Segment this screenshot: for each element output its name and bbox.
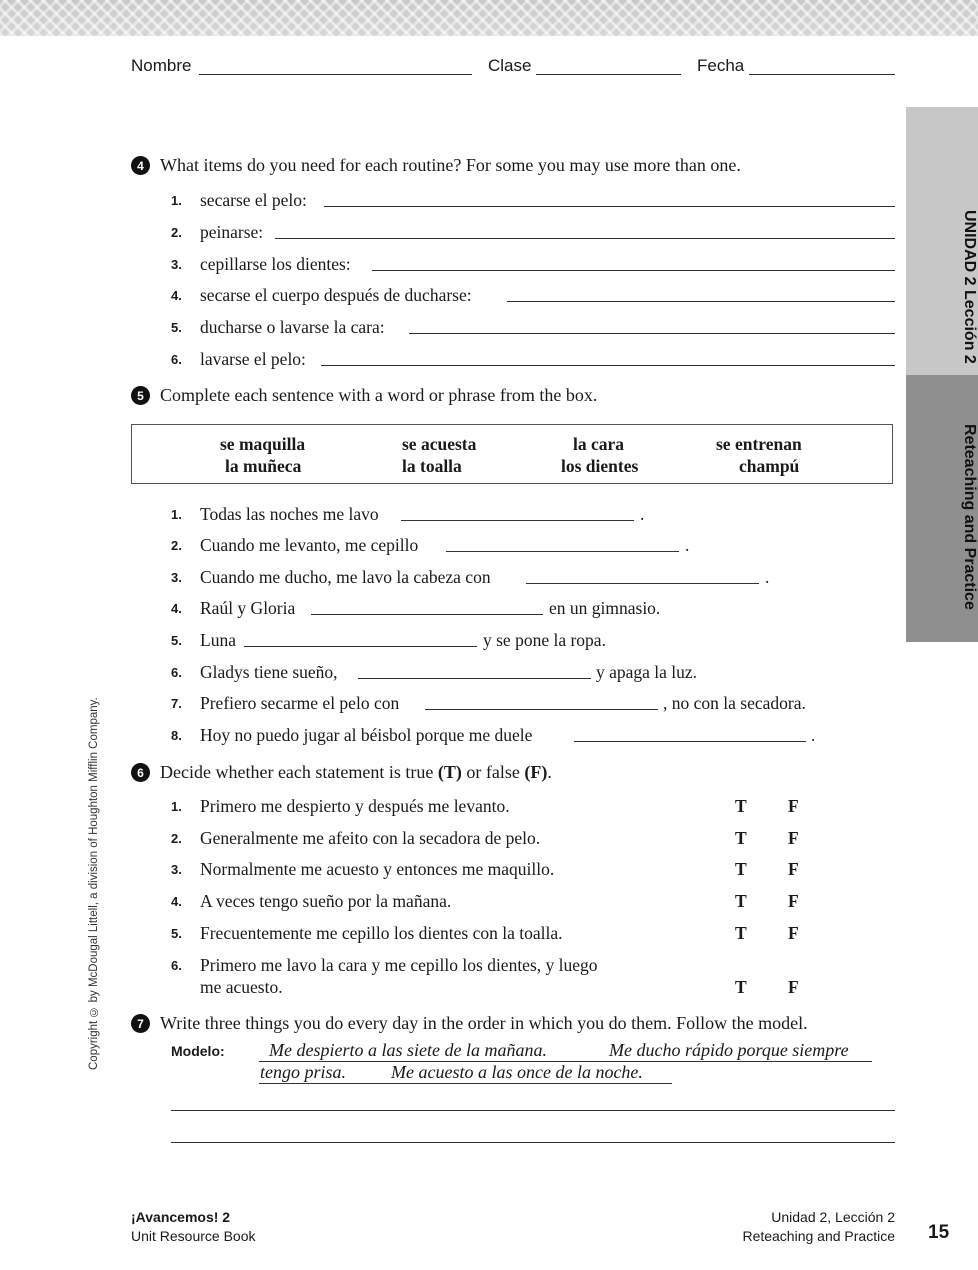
book-subtitle: Unit Resource Book bbox=[131, 1228, 256, 1244]
item-text: Raúl y Gloria bbox=[200, 598, 296, 618]
section-6-heading bbox=[131, 762, 552, 783]
s4-item bbox=[171, 317, 895, 341]
s5-item bbox=[171, 662, 731, 686]
true-option[interactable]: T bbox=[735, 891, 747, 911]
item-number: 3. bbox=[171, 862, 182, 877]
item-text: Cuando me ducho, me lavo la cabeza con bbox=[200, 567, 491, 587]
item-text-after: y se pone la ropa. bbox=[483, 630, 606, 650]
modelo-label: Modelo: bbox=[171, 1043, 225, 1059]
item-text: Gladys tiene sueño, bbox=[200, 662, 338, 682]
answer-blank[interactable] bbox=[425, 709, 658, 710]
item-number: 6. bbox=[171, 352, 182, 367]
item-text: Primero me lavo la cara y me cepillo los dientes, y luego bbox=[200, 955, 598, 975]
item-text: peinarse: bbox=[200, 222, 264, 242]
s4-item bbox=[171, 190, 895, 214]
answer-blank[interactable] bbox=[244, 646, 477, 647]
item-number: 3. bbox=[171, 570, 182, 585]
modelo-sentence: tengo prisa. bbox=[260, 1062, 347, 1082]
item-text: secarse el pelo: bbox=[200, 190, 307, 210]
item-number: 5. bbox=[171, 320, 182, 335]
s6-item bbox=[171, 859, 831, 883]
item-number: 1. bbox=[171, 507, 182, 522]
section-5-instruction: Complete each sentence with a word or phrase from the box. bbox=[160, 385, 598, 405]
item-number: 4. bbox=[171, 288, 182, 303]
answer-blank[interactable] bbox=[446, 551, 679, 552]
side-tab-unit-text: UNIDAD 2 Lección 2 bbox=[961, 210, 978, 364]
item-text-after: . bbox=[640, 504, 645, 524]
item-text: Generalmente me afeito con la secadora de pelo. bbox=[200, 828, 541, 848]
section-5-number: 5 bbox=[131, 386, 150, 405]
item-number: 6. bbox=[171, 958, 182, 973]
fecha-field[interactable] bbox=[749, 74, 895, 75]
item-text: cepillarse los dientes: bbox=[200, 254, 351, 274]
modelo-underline bbox=[259, 1083, 672, 1084]
word-box-item: se maquilla bbox=[220, 434, 306, 454]
clase-field[interactable] bbox=[536, 74, 681, 75]
item-number: 5. bbox=[171, 926, 182, 941]
item-text-after: , no con la secadora. bbox=[663, 693, 806, 713]
book-title: ¡Avancemos! 2 bbox=[131, 1209, 231, 1225]
section-6-number: 6 bbox=[131, 763, 150, 782]
item-number: 4. bbox=[171, 601, 182, 616]
word-box-item: la cara bbox=[573, 434, 625, 454]
s6-item bbox=[171, 955, 831, 1001]
true-option[interactable]: T bbox=[735, 923, 747, 943]
s6-item bbox=[171, 828, 831, 852]
s5-item bbox=[171, 535, 711, 559]
answer-blank[interactable] bbox=[311, 614, 543, 615]
item-number: 1. bbox=[171, 193, 182, 208]
section-5-heading bbox=[131, 385, 597, 406]
false-option[interactable]: F bbox=[788, 828, 799, 848]
answer-blank[interactable] bbox=[372, 270, 895, 271]
section-7-heading bbox=[131, 1013, 808, 1034]
section-4-heading bbox=[131, 155, 741, 176]
footer-book bbox=[131, 1208, 256, 1246]
item-text-continued: me acuesto. bbox=[200, 977, 283, 997]
nombre-field[interactable] bbox=[199, 74, 472, 75]
page-number: 15 bbox=[928, 1222, 950, 1243]
s6-item bbox=[171, 796, 831, 820]
s4-item bbox=[171, 254, 895, 278]
item-text: Frecuentemente me cepillo los dientes con la toalla. bbox=[200, 923, 563, 943]
modelo-sentence: Me acuesto a las once de la noche. bbox=[391, 1062, 643, 1082]
s4-item bbox=[171, 349, 895, 373]
word-box-item: la toalla bbox=[402, 456, 462, 476]
answer-blank[interactable] bbox=[324, 206, 895, 207]
header-fields bbox=[131, 56, 895, 80]
side-tab-section-text: Reteaching and Practice bbox=[961, 423, 978, 610]
item-text-after: en un gimnasio. bbox=[549, 598, 661, 618]
item-number: 2. bbox=[171, 538, 182, 553]
section-4-instruction: What items do you need for each routine? For some you may use more than one. bbox=[160, 155, 741, 175]
item-text-after: . bbox=[685, 535, 690, 555]
item-text-after: . bbox=[765, 567, 770, 587]
s5-item bbox=[171, 567, 791, 591]
false-label: (F) bbox=[524, 762, 548, 782]
fecha-label: Fecha bbox=[697, 56, 745, 75]
answer-blank[interactable] bbox=[574, 741, 806, 742]
answer-line[interactable] bbox=[171, 1110, 895, 1111]
word-box-item: la muñeca bbox=[225, 456, 302, 476]
item-text: A veces tengo sueño por la mañana. bbox=[200, 891, 452, 911]
item-text: Luna bbox=[200, 630, 236, 650]
true-option[interactable]: T bbox=[735, 828, 747, 848]
item-number: 6. bbox=[171, 665, 182, 680]
s5-item bbox=[171, 693, 831, 717]
s4-item bbox=[171, 285, 895, 309]
answer-blank[interactable] bbox=[401, 520, 634, 521]
true-option[interactable]: T bbox=[735, 859, 747, 879]
item-number: 2. bbox=[171, 225, 182, 240]
s6-item bbox=[171, 891, 831, 915]
item-text: Primero me despierto y después me levanto. bbox=[200, 796, 510, 816]
item-text: Normalmente me acuesto y entonces me maquillo. bbox=[200, 859, 555, 879]
footer-unit-label: Unidad 2, Lección 2 bbox=[771, 1209, 895, 1225]
word-box-item: se acuesta bbox=[402, 434, 477, 454]
item-number: 4. bbox=[171, 894, 182, 909]
section-7-number: 7 bbox=[131, 1014, 150, 1033]
false-option[interactable]: F bbox=[788, 891, 799, 911]
s6-item bbox=[171, 923, 831, 947]
word-box-item: champú bbox=[739, 456, 800, 476]
answer-blank[interactable] bbox=[526, 583, 759, 584]
true-option[interactable]: T bbox=[735, 796, 747, 816]
item-text: ducharse o lavarse la cara: bbox=[200, 317, 385, 337]
item-number: 7. bbox=[171, 696, 182, 711]
answer-blank[interactable] bbox=[507, 301, 895, 302]
item-text-after: y apaga la luz. bbox=[596, 662, 698, 682]
answer-blank[interactable] bbox=[275, 238, 895, 239]
item-number: 5. bbox=[171, 633, 182, 648]
modelo-sentence: Me despierto a las siete de la mañana. bbox=[269, 1040, 547, 1060]
s5-item bbox=[171, 504, 671, 528]
clase-label: Clase bbox=[488, 56, 532, 75]
item-text: Hoy no puedo jugar al béisbol porque me duele bbox=[200, 725, 533, 745]
item-text-after: . bbox=[811, 725, 816, 745]
s5-item bbox=[171, 630, 631, 654]
copyright-notice: Copyright © by McDougal Littell, a division of Houghton Mifflin Company. bbox=[88, 697, 100, 1071]
nombre-label: Nombre bbox=[131, 56, 192, 75]
item-number: 2. bbox=[171, 831, 182, 846]
instruction-text: Decide whether each statement is true bbox=[160, 762, 434, 782]
instruction-text: or false bbox=[466, 762, 520, 782]
word-box-item: se entrenan bbox=[716, 434, 802, 454]
side-tab-section bbox=[906, 375, 978, 642]
word-box-item: los dientes bbox=[561, 456, 639, 476]
false-option[interactable]: F bbox=[788, 859, 799, 879]
item-text: lavarse el pelo: bbox=[200, 349, 306, 369]
item-number: 1. bbox=[171, 799, 182, 814]
word-box bbox=[131, 424, 893, 484]
s4-item bbox=[171, 222, 895, 246]
answer-blank[interactable] bbox=[321, 365, 895, 366]
true-option[interactable]: T bbox=[735, 977, 747, 997]
answer-blank[interactable] bbox=[358, 678, 591, 679]
false-option[interactable]: F bbox=[788, 923, 799, 943]
footer-unit bbox=[742, 1208, 895, 1246]
footer-section-label: Reteaching and Practice bbox=[742, 1228, 895, 1244]
decorative-header-pattern bbox=[0, 0, 978, 36]
item-number: 8. bbox=[171, 728, 182, 743]
false-option[interactable]: F bbox=[788, 796, 799, 816]
section-6-instruction bbox=[160, 762, 552, 783]
answer-blank[interactable] bbox=[409, 333, 895, 334]
answer-line[interactable] bbox=[171, 1142, 895, 1143]
section-7-instruction: Write three things you do every day in the order in which you do them. Follow the model. bbox=[160, 1013, 808, 1033]
side-tab-unit bbox=[906, 107, 978, 375]
section-4-number: 4 bbox=[131, 156, 150, 175]
instruction-text: . bbox=[547, 762, 552, 782]
item-number: 3. bbox=[171, 257, 182, 272]
item-text: Prefiero secarme el pelo con bbox=[200, 693, 400, 713]
item-text: secarse el cuerpo después de ducharse: bbox=[200, 285, 472, 305]
item-text: Cuando me levanto, me cepillo bbox=[200, 535, 419, 555]
false-option[interactable]: F bbox=[788, 977, 799, 997]
s5-item bbox=[171, 725, 831, 749]
item-text: Todas las noches me lavo bbox=[200, 504, 379, 524]
true-label: (T) bbox=[437, 762, 462, 782]
s5-item bbox=[171, 598, 691, 622]
modelo-sentence: Me ducho rápido porque siempre bbox=[609, 1040, 849, 1060]
